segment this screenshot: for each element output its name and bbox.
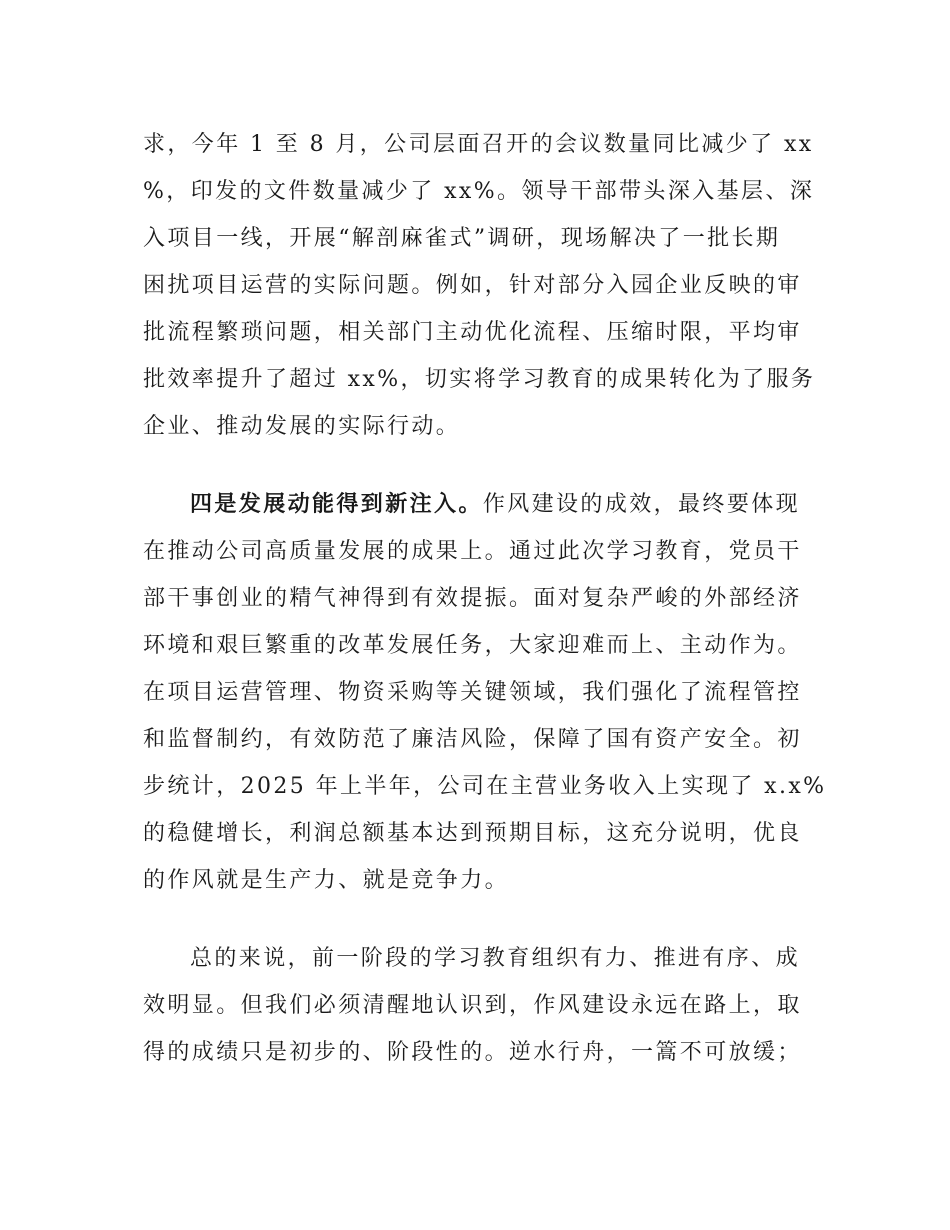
paragraph-2-line-4: 环境和艰巨繁重的改革发展任务，大家迎难而上、主动作为。: [143, 633, 802, 658]
paragraph-2-line-5: 在项目运营管理、物资采购等关键领域，我们强化了流程管控: [143, 680, 802, 705]
paragraph-2-line-7: 步统计，2025 年上半年，公司在主营业务收入上实现了 x.x%: [143, 774, 827, 799]
paragraph-1-line-1: 求，今年 1 至 8 月，公司层面召开的会议数量同比减少了 xx: [143, 132, 814, 157]
paragraph-2-line-8: 的稳健增长，利润总额基本达到预期目标，这充分说明，优良: [143, 821, 802, 846]
paragraph-2-line-6: 和监督制约，有效防范了廉洁风险，保障了国有资产安全。初: [143, 727, 802, 752]
paragraph-3-line-2: 效明显。但我们必须清醒地认识到，作风建设永远在路上，取: [143, 993, 802, 1018]
paragraph-2-line-2: 在推动公司高质量发展的成果上。通过此次学习教育，党员干: [143, 539, 802, 564]
paragraph-1-line-7: 企业、推动发展的实际行动。: [143, 414, 461, 439]
paragraph-2-line-9: 的作风就是生产力、就是竞争力。: [143, 868, 510, 893]
paragraph-2-heading: 四是发展动能得到新注入。: [190, 492, 483, 517]
paragraph-1-line-4: 困扰项目运营的实际问题。例如，针对部分入园企业反映的审: [143, 273, 802, 298]
paragraph-1-line-3: 入项目一线，开展“解剖麻雀式”调研，现场解决了一批长期: [143, 226, 781, 251]
paragraph-3-line-1: 总的来说，前一阶段的学习教育组织有力、推进有序、成: [190, 946, 801, 971]
paragraph-3-line-3: 得的成绩只是初步的、阶段性的。逆水行舟，一篙不可放缓；: [143, 1040, 802, 1065]
paragraph-2-line-1: [190, 490, 813, 520]
paragraph-1-line-2: %，印发的文件数量减少了 xx%。领导干部带头深入基层、深: [143, 179, 815, 204]
paragraph-2-line-1-text: 作风建设的成效，最终要体现: [482, 492, 801, 517]
paragraph-1-line-6: 批效率提升了超过 xx%，切实将学习教育的成果转化为了服务: [143, 367, 816, 392]
paragraph-1-line-5: 批流程繁琐问题，相关部门主动优化流程、压缩时限，平均审: [143, 320, 802, 345]
paragraph-2-line-3: 部干事创业的精气神得到有效提振。面对复杂严峻的外部经济: [143, 586, 802, 611]
